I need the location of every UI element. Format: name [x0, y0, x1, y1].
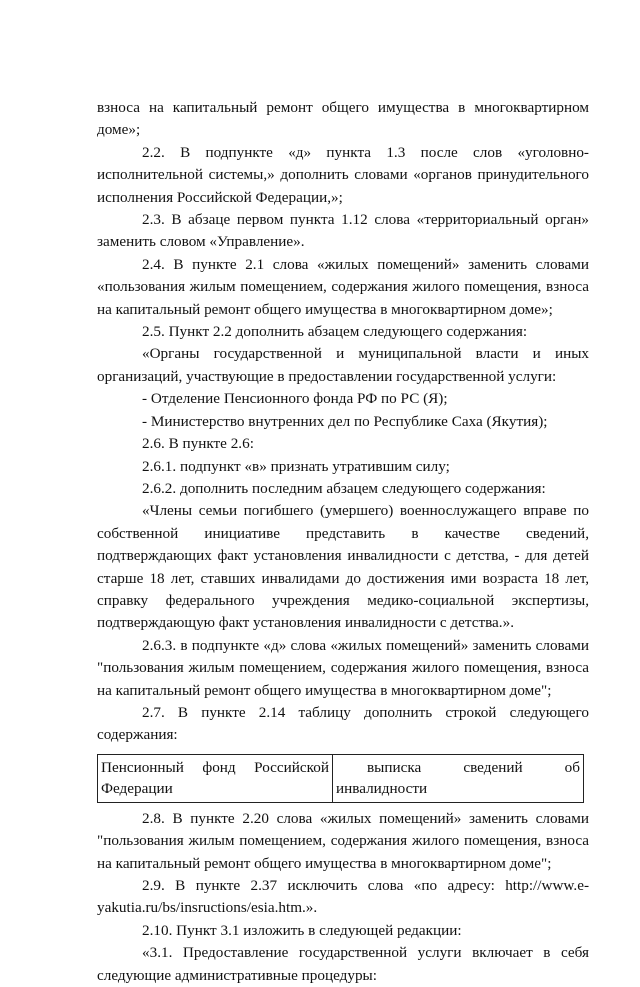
paragraph-2-6: 2.6. В пункте 2.6:	[142, 435, 254, 453]
table-row	[98, 754, 584, 802]
paragraph-2-4: 2.4. В пункте 2.1 слова «жилых помещений» заменить словами «пользования жилым помещением, содержания жилого помещения, взноса на капитальный ремонт общего имущества в многоквартирном доме»;	[97, 255, 589, 318]
list-item-pension-fund: - Отделение Пенсионного фонда РФ по РС (Я);	[142, 390, 448, 408]
paragraph-2-9: 2.9. В пункте 2.37 исключить слова «по адресу: http://www.e-yakutia.ru/bs/insructions/esia.htm.».	[97, 877, 589, 917]
paragraph-2-2: 2.2. В подпункте «д» пункта 1.3 после слов «уголовно-исполнительной системы,» дополнить словами «органов принудительного исполнения Российской Федерации,»;	[97, 143, 589, 206]
paragraph-2-10: 2.10. Пункт 3.1 изложить в следующей редакции:	[142, 921, 462, 939]
table-cell-line: выписка сведений об	[367, 758, 580, 776]
paragraph-2-7: 2.7. В пункте 2.14 таблицу дополнить строкой следующего содержания:	[97, 703, 589, 744]
paragraph-2-6-1: 2.6.1. подпункт «в» признать утратившим силу;	[142, 457, 450, 475]
document-body	[97, 97, 589, 987]
paragraph-2-8: 2.8. В пункте 2.20 слова «жилых помещений» заменить словами "пользования жилым помещением, содержания жилого помещения, взноса на капитальный ремонт общего имущества в многоквартирном доме";	[97, 809, 589, 872]
paragraph-2-3: 2.3. В абзаце первом пункта 1.12 слова «территориальный орган» заменить словом «Управление».	[97, 211, 589, 251]
table-cell-line: инвалидности	[336, 779, 428, 797]
paragraph-continuation: взноса на капитальный ремонт общего имущества в многоквартирном доме»;	[97, 99, 589, 139]
list-item-interior-ministry: - Министерство внутренних дел по Республике Саха (Якутия);	[142, 412, 548, 430]
table-cell-document	[333, 754, 584, 802]
table-cell-line: Пенсионный фонд Российской	[101, 758, 329, 776]
paragraph-organs: «Органы государственной и муниципальной власти и иных организаций, участвующие в предоставлении государственной услуги:	[97, 345, 589, 385]
paragraph-2-6-2: 2.6.2. дополнить последним абзацем следующего содержания:	[142, 479, 546, 497]
table-cell-line: Федерации	[101, 779, 173, 797]
paragraph-family-members: «Члены семьи погибшего (умершего) военнослужащего вправе по собственной инициативе представить в качестве сведений, подтверждающих факт установления инвалидности с детства, - для детей старше 18 лет, ставших инвалидами до достижения ими возраста 18 лет, справку федерального учреждения медико-социальной экспертизы, подтверждающую факт установления инвалидности с детства.».	[97, 502, 589, 632]
paragraph-2-5: 2.5. Пункт 2.2 дополнить абзацем следующего содержания:	[142, 323, 528, 341]
amendment-table	[97, 754, 584, 803]
paragraph-2-6-3: 2.6.3. в подпункте «д» слова «жилых помещений» заменить словами "пользования жилым помещением, содержания жилого помещения, взноса на капитальный ремонт общего имущества в многоквартирном доме";	[97, 636, 589, 699]
paragraph-3-1: «3.1. Предоставление государственной услуги включает в себя следующие административные процедуры:	[97, 944, 589, 984]
table-cell-organization	[98, 754, 333, 802]
